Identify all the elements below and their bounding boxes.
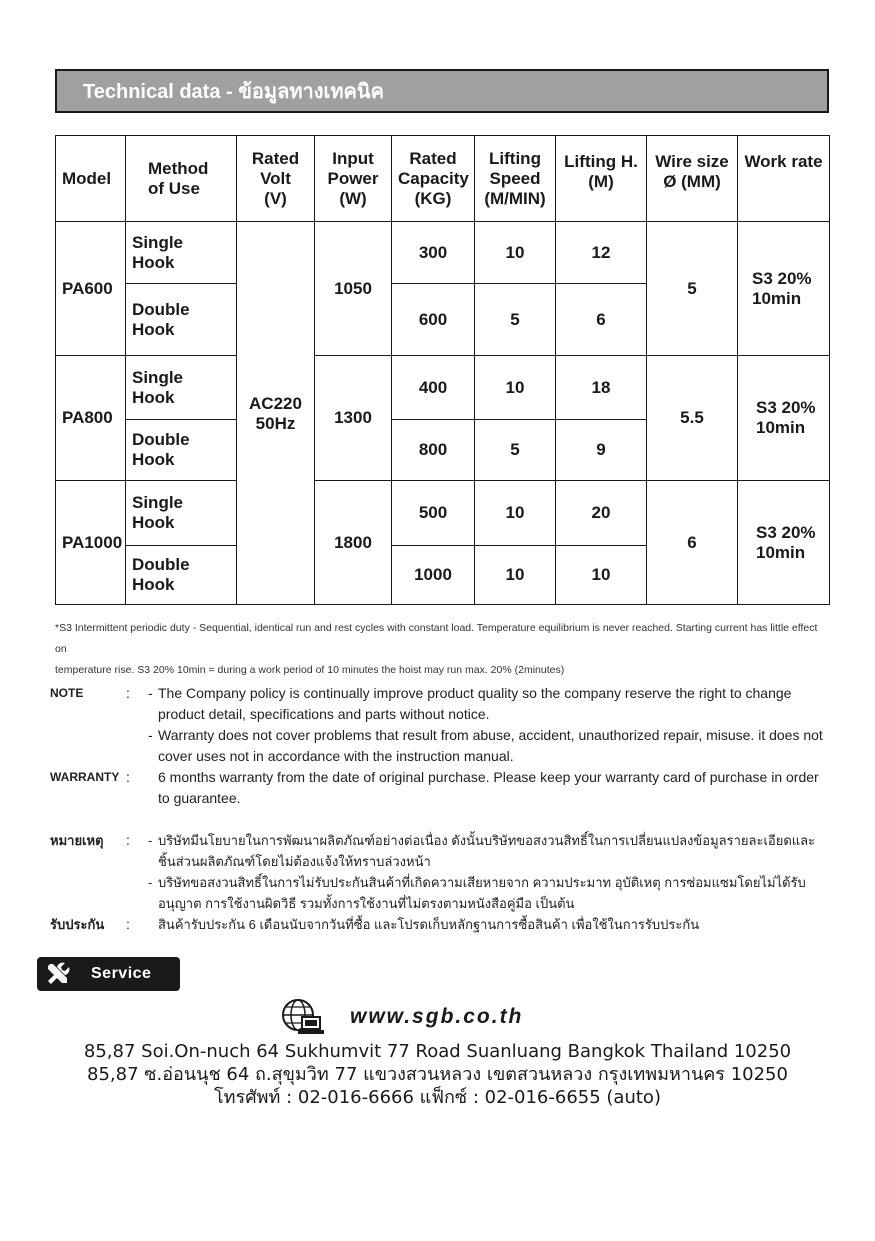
warranty-th-text: สินค้ารับประกัน 6 เดือนนับจากวันที่ซื้อ และโปรดเก็บหลักฐานการซื้อสินค้า เพื่อใช้ในการรับประกัน — [158, 917, 700, 932]
note-th — [50, 830, 830, 914]
note-item-text: The Company policy is continually improve product quality so the company reserve the right to change product detail, specifications and parts without notice. — [158, 685, 792, 722]
website-row — [280, 998, 600, 1036]
address-th: 85,87 ซ.อ่อนนุช 64 ถ.สุขุมวิท 77 แขวงสวนหลวง เขตสวนหลวง กรุงเทพมหานคร 10250 — [87, 1064, 788, 1085]
warranty-label: WARRANTY — [50, 770, 120, 784]
header-wire: Wire size Ø (MM) — [647, 136, 738, 222]
height-cell: 6 — [556, 284, 647, 356]
note-item: - Warranty does not cover problems that result from abuse, accident, unauthorized repair, misuse. it does not cover uses not in accordance with the instruction manual. — [148, 725, 830, 767]
colon: : — [126, 832, 130, 848]
technical-data-table — [55, 135, 830, 605]
note-item-text: Warranty does not cover problems that result from abuse, accident, unauthorized repair, misuse. it does not cover uses not in accordance with the instruction manual. — [158, 727, 823, 764]
height-cell: 9 — [556, 420, 647, 481]
globe-computer-icon — [280, 998, 324, 1036]
table-row — [56, 481, 830, 546]
colon: : — [126, 769, 130, 785]
header-height: Lifting H. (M) — [556, 136, 647, 222]
note-body — [148, 683, 830, 767]
note-th-item-text: บริษัทขอสงวนสิทธิ์ในการไม่รับประกันสินค้าที่เกิดความเสียหายจาก ความประมาท อุบัติเหตุ การซ่อมแซมโดยไม่ได้รับอนุญาต การใช้งานผิดวิธี รวมทั้งการใช้งานที่ไม่ตรงตามหนังสือคู่มือ เป็นต้น — [158, 875, 806, 911]
work-cell: S3 20% 10min — [738, 481, 830, 605]
method-cell: Single Hook — [126, 222, 237, 284]
height-cell: 12 — [556, 222, 647, 284]
colon: : — [126, 685, 130, 701]
warranty-en — [50, 767, 830, 809]
wire-cell: 6 — [647, 481, 738, 605]
voltage-cell: AC220 50Hz — [237, 222, 315, 605]
colon: : — [126, 916, 130, 932]
method-cell: Single Hook — [126, 356, 237, 420]
model-cell: PA600 — [56, 222, 126, 356]
height-cell: 18 — [556, 356, 647, 420]
speed-cell: 10 — [475, 481, 556, 546]
model-cell: PA800 — [56, 356, 126, 481]
note-en — [50, 683, 830, 767]
address-block — [0, 1040, 875, 1109]
height-cell: 20 — [556, 481, 647, 546]
capacity-cell: 600 — [392, 284, 475, 356]
method-cell: Double Hook — [126, 420, 237, 481]
duty-footnote — [55, 618, 825, 681]
note-item: - The Company policy is continually improve product quality so the company reserve the right to change product detail, specifications and parts without notice. — [148, 683, 830, 725]
note-th-body — [148, 830, 830, 914]
wire-cell: 5.5 — [647, 356, 738, 481]
speed-cell: 5 — [475, 420, 556, 481]
speed-cell: 10 — [475, 546, 556, 605]
note-th-item-text: บริษัทมีนโยบายในการพัฒนาผลิตภัณฑ์อย่างต่อเนื่อง ดังนั้นบริษัทขอสงวนสิทธิ์ในการเปลี่ยนแปลงข้อมูลรายละเอียดและชิ้นส่วนผลิตภัณฑ์โดยไม่ต้องแจ้งให้ทราบล่วงหน้า — [158, 833, 816, 869]
header-power: Input Power (W) — [315, 136, 392, 222]
capacity-cell: 500 — [392, 481, 475, 546]
website-url[interactable]: www.sgb.co.th — [350, 1005, 524, 1028]
footnote-line: *S3 Intermittent periodic duty - Sequential, identical run and rest cycles with constant load. Temperature equilibrium is never reached. Starting current has little effect on — [55, 622, 818, 655]
speed-cell: 10 — [475, 356, 556, 420]
table-row — [56, 356, 830, 420]
note-th-item: - บริษัทมีนโยบายในการพัฒนาผลิตภัณฑ์อย่างต่อเนื่อง ดังนั้นบริษัทขอสงวนสิทธิ์ในการเปลี่ยนแปลงข้อมูลรายละเอียดและชิ้นส่วนผลิตภัณฑ์โดยไม่ต้องแจ้งให้ทราบล่วงหน้า — [148, 830, 830, 872]
warranty-text: 6 months warranty from the date of original purchase. Please keep your warranty card of purchase in order to guarantee. — [158, 769, 819, 806]
address-en: 85,87 Soi.On-nuch 64 Sukhumvit 77 Road Suanluang Bangkok Thailand 10250 — [83, 1041, 792, 1062]
header-voltage: Rated Volt (V) — [237, 136, 315, 222]
capacity-cell: 400 — [392, 356, 475, 420]
capacity-cell: 300 — [392, 222, 475, 284]
method-cell: Double Hook — [126, 546, 237, 605]
section-title: Technical data - ข้อมูลทางเทคนิค — [83, 81, 384, 103]
capacity-cell: 800 — [392, 420, 475, 481]
header-row — [56, 136, 830, 222]
note-th-item: - บริษัทขอสงวนสิทธิ์ในการไม่รับประกันสินค้าที่เกิดความเสียหายจาก ความประมาท อุบัติเหตุ การซ่อมแซมโดยไม่ได้รับอนุญาต การใช้งานผิดวิธี รวมทั้งการใช้งานที่ไม่ตรงตามหนังสือคู่มือ เป็นต้น — [148, 872, 830, 914]
wire-cell: 5 — [647, 222, 738, 356]
header-method: Method of Use — [126, 136, 237, 222]
header-capacity: Rated Capacity (KG) — [392, 136, 475, 222]
notes-section — [50, 683, 830, 935]
model-cell: PA1000 — [56, 481, 126, 605]
service-badge — [37, 957, 180, 991]
note-th-label: หมายเหตุ — [50, 833, 104, 848]
warranty-th-label: รับประกัน — [50, 917, 105, 932]
height-cell: 10 — [556, 546, 647, 605]
speed-cell: 10 — [475, 222, 556, 284]
method-cell: Single Hook — [126, 481, 237, 546]
section-title-bar — [55, 69, 829, 113]
speed-cell: 5 — [475, 284, 556, 356]
capacity-cell: 1000 — [392, 546, 475, 605]
work-cell: S3 20% 10min — [738, 222, 830, 356]
footnote-line: temperature rise. S3 20% 10min = during a work period of 10 minutes the hoist may run max. 20% (2minutes) — [55, 664, 565, 676]
tools-icon — [45, 961, 71, 987]
method-cell: Double Hook — [126, 284, 237, 356]
warranty-th — [50, 914, 830, 935]
power-cell: 1800 — [315, 481, 392, 605]
header-model: Model — [56, 136, 126, 222]
work-cell: S3 20% 10min — [738, 356, 830, 481]
service-label: Service — [91, 965, 152, 982]
power-cell: 1300 — [315, 356, 392, 481]
table-row — [56, 222, 830, 284]
power-cell: 1050 — [315, 222, 392, 356]
header-work: Work rate — [738, 136, 830, 222]
header-speed: Lifting Speed (M/MIN) — [475, 136, 556, 222]
note-label: NOTE — [50, 686, 84, 700]
phone-fax: โทรศัพท์ : 02-016-6666 แฟ็กซ์ : 02-016-6655 (auto) — [214, 1087, 661, 1108]
